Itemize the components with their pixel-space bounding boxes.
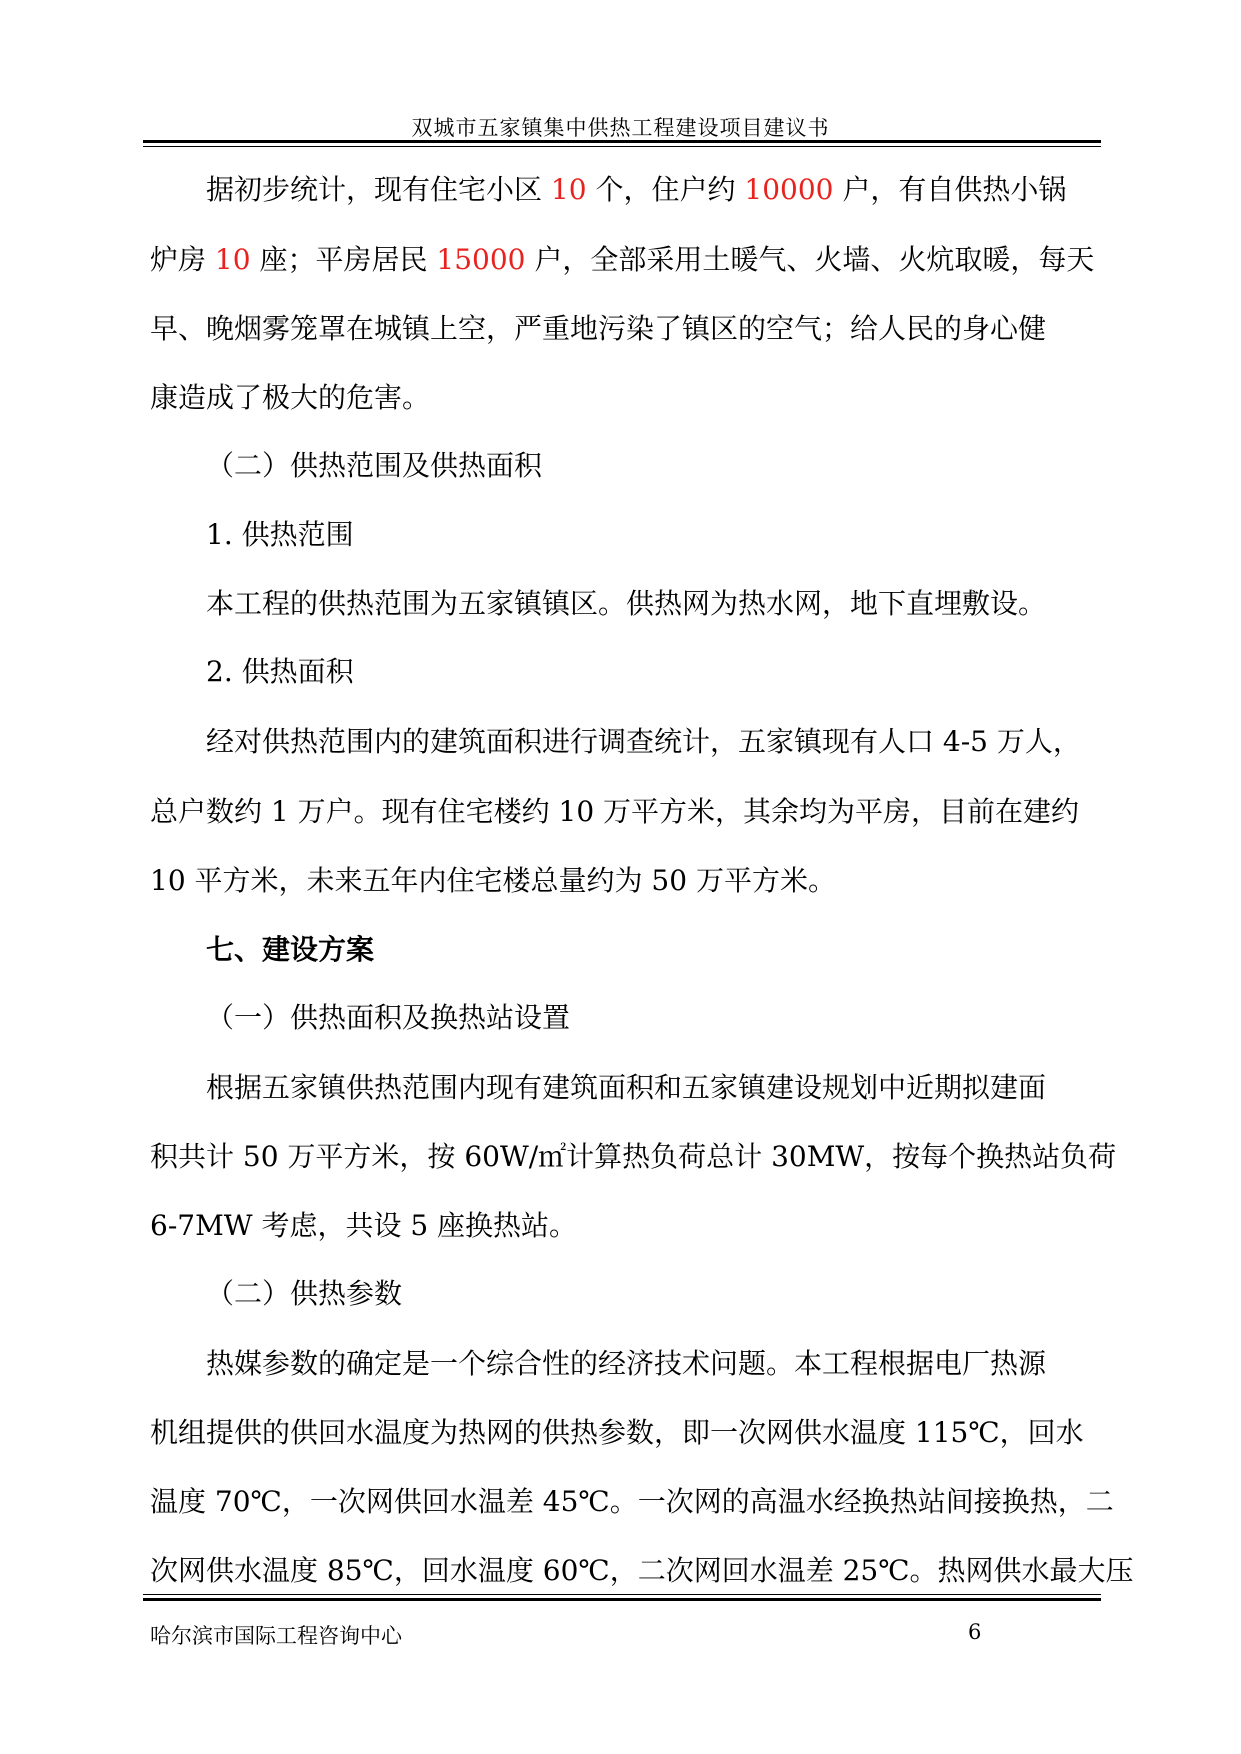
para-station-line1: 根据五家镇供热范围内现有建筑面积和五家镇建设规划中近期拟建面: [206, 1071, 1047, 1104]
text-run: 户，全部采用土暖气、火墙、火炕取暖，每天: [534, 243, 1095, 276]
highlight-number: 10: [550, 173, 587, 206]
para1-line3: 早、晚烟雾笼罩在城镇上空，严重地污染了镇区的空气；给人民的身心健: [150, 312, 1047, 345]
text-run: 据初步统计，现有住宅小区: [206, 173, 543, 206]
header-rule-thick: [143, 140, 1101, 143]
text-run: 炉房: [150, 243, 207, 276]
para1-line1: [206, 170, 1066, 210]
footer-organization: 哈尔滨市国际工程咨询中心: [150, 1624, 402, 1648]
para-params-line4: 次网供水温度 85℃，回水温度 60℃，二次网回水温差 25℃。热网供水最大压: [150, 1554, 1134, 1587]
highlight-number: 10000: [744, 173, 834, 206]
section-heating-range-area: （二）供热范围及供热面积: [206, 449, 543, 482]
para-station-line3: 6-7MW 考虑，共设 5 座换热站。: [150, 1209, 578, 1242]
para1-line2: [150, 240, 1094, 280]
section-params: （二）供热参数: [206, 1277, 403, 1310]
section-area-station: （一）供热面积及换热站设置: [206, 1001, 571, 1034]
text-run: 个，住户约: [595, 173, 736, 206]
para1-line4: 康造成了极大的危害。: [150, 381, 431, 414]
para-area-line2: 总户数约 1 万户。现有住宅楼约 10 万平方米，其余均为平房，目前在建约: [150, 795, 1080, 828]
highlight-number: 15000: [436, 243, 526, 276]
item-range-text: 本工程的供热范围为五家镇镇区。供热网为热水网，地下直埋敷设。: [206, 587, 1047, 620]
para-area-line1: 经对供热范围内的建筑面积进行调查统计，五家镇现有人口 4-5 万人，: [206, 725, 1081, 758]
text-run: 户，有自供热小锅: [842, 173, 1067, 206]
page-number: 6: [968, 1620, 982, 1644]
text-run: 座；平房居民: [259, 243, 428, 276]
para-area-line3: 10 平方米，未来五年内住宅楼总量约为 50 万平方米。: [150, 864, 836, 897]
document-title: 双城市五家镇集中供热工程建设项目建议书: [411, 116, 830, 140]
footer-rule-thin: [143, 1594, 1101, 1595]
para-station-line2: 积共计 50 万平方米，按 60W/㎡计算热负荷总计 30MW，按每个换热站负荷: [150, 1140, 1117, 1173]
item-area-title: 2. 供热面积: [206, 655, 354, 688]
header-rule-thin: [143, 146, 1101, 147]
para-params-line2: 机组提供的供回水温度为热网的供热参数，即一次网供水温度 115℃，回水: [150, 1416, 1084, 1449]
chapter-heading: 七、建设方案: [206, 933, 375, 966]
highlight-number: 10: [214, 243, 251, 276]
para-params-line3: 温度 70℃，一次网供回水温差 45℃。一次网的高温水经换热站间接换热，二: [150, 1485, 1114, 1518]
para-params-line1: 热媒参数的确定是一个综合性的经济技术问题。本工程根据电厂热源: [206, 1347, 1047, 1380]
item-range-title: 1. 供热范围: [206, 518, 354, 551]
footer-rule-thick: [143, 1598, 1101, 1601]
